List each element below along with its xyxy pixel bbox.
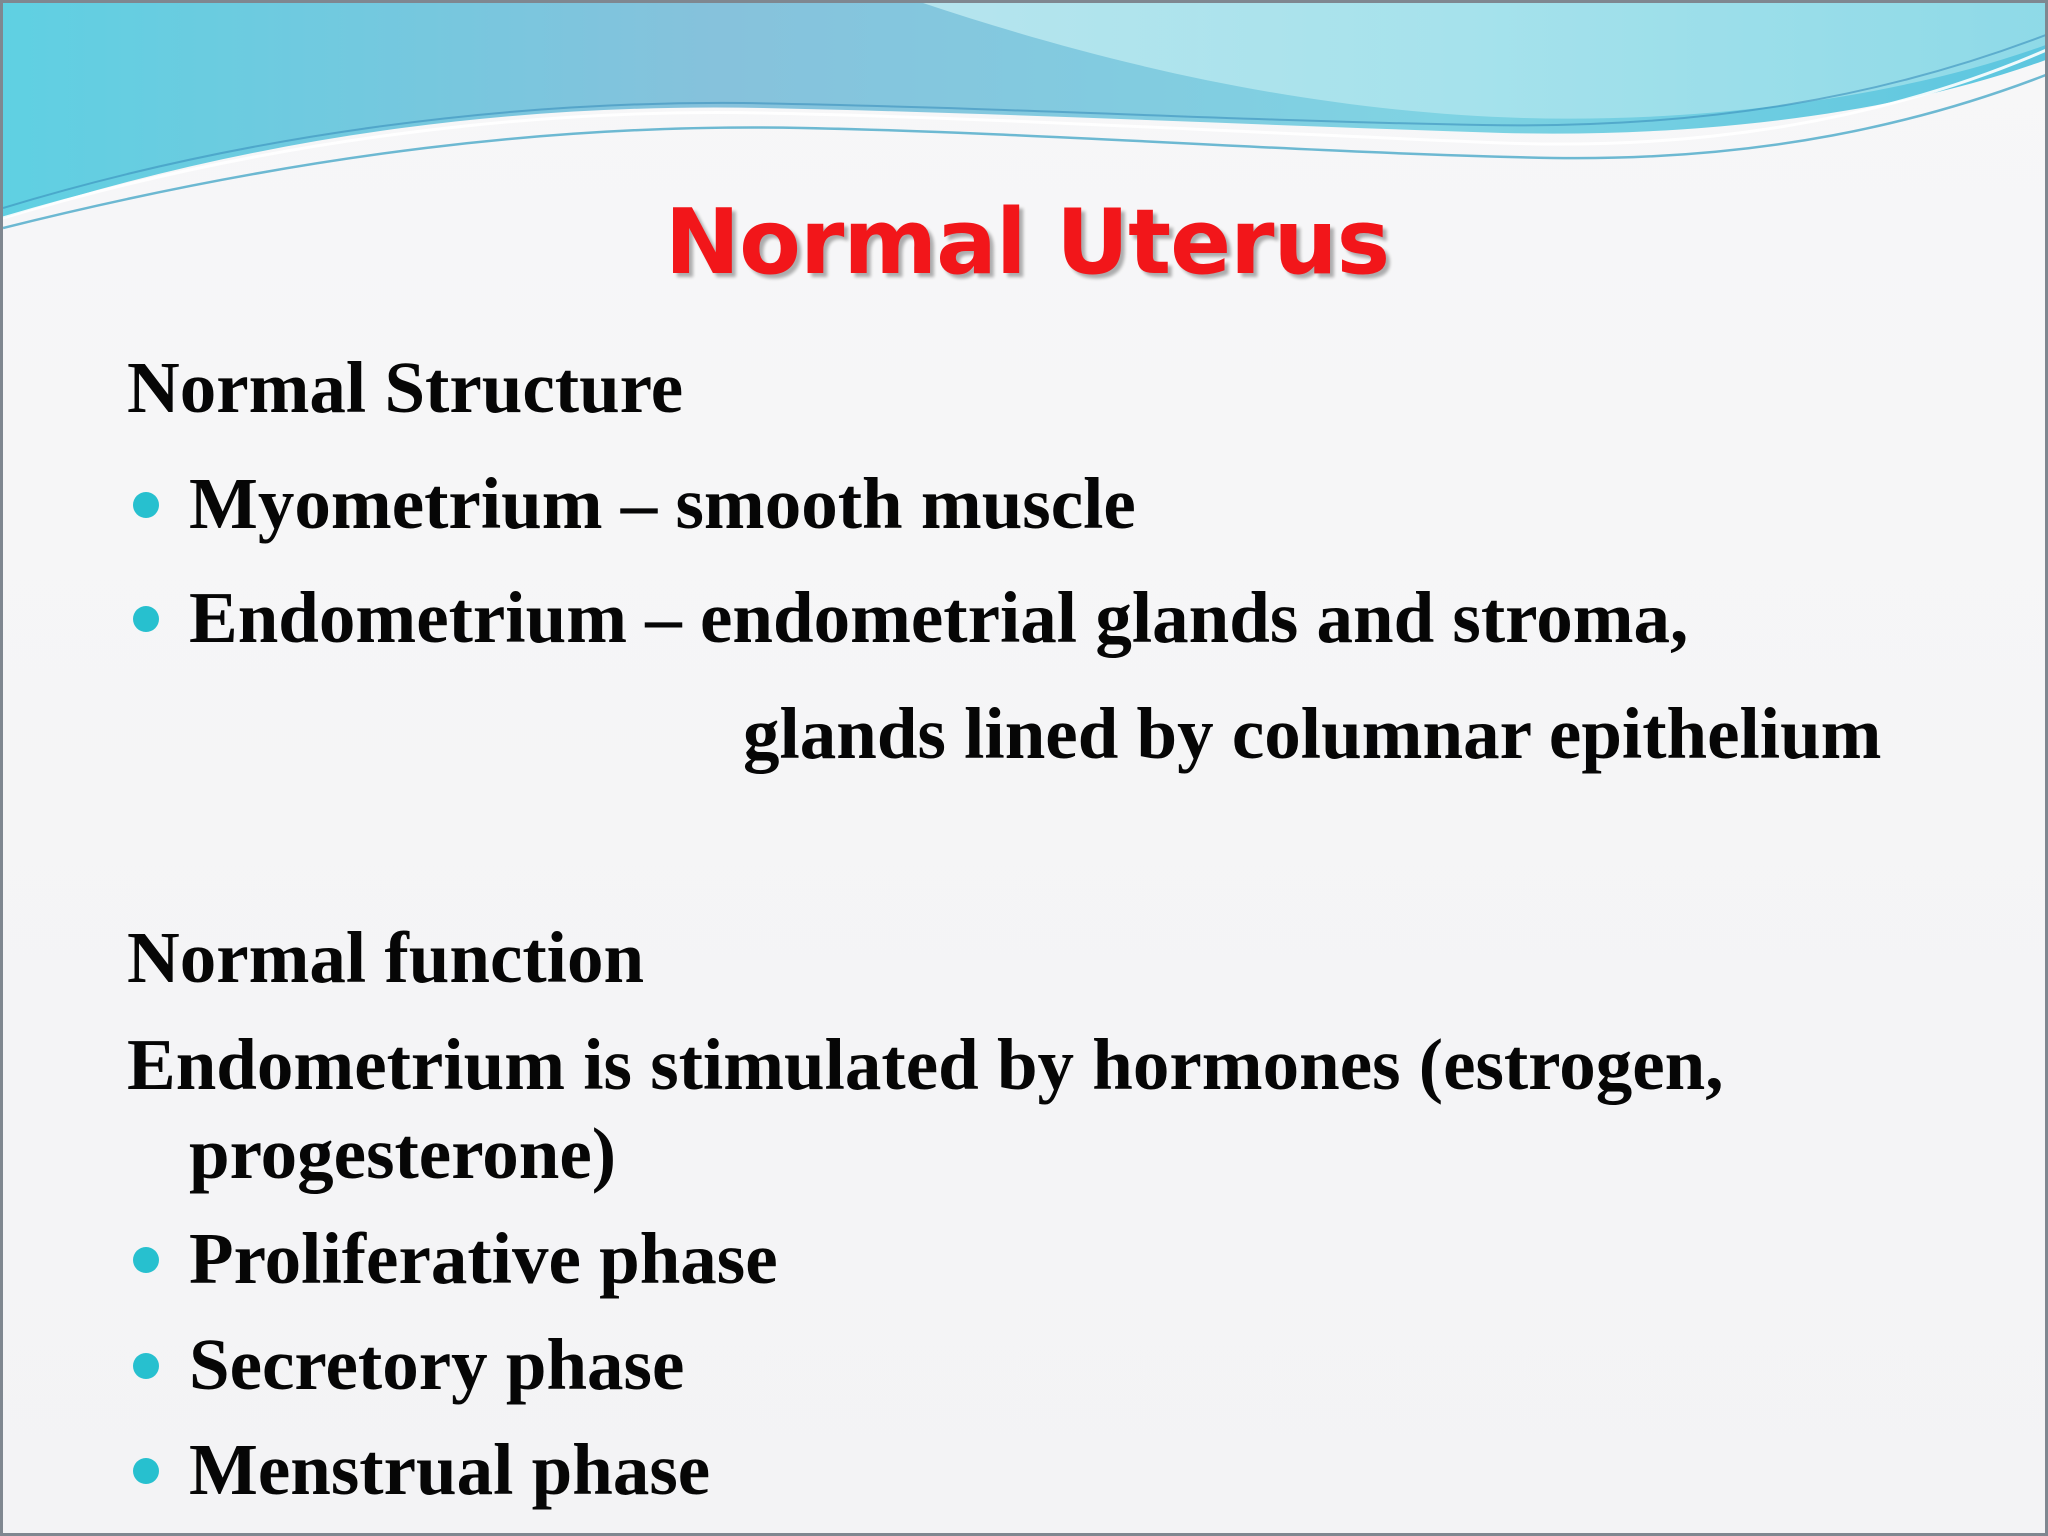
bullet-icon [133,1247,159,1273]
bullet-icon [133,606,159,632]
function-heading: Normal function [127,917,645,998]
slide-title: Normal Uterus [664,190,1390,295]
bullet-text: Proliferative phase [189,1218,778,1299]
bullet-icon [133,1458,159,1484]
bullet-text: Secretory phase [189,1324,685,1405]
bullet-text: Menstrual phase [189,1429,711,1510]
bullet-icon [133,492,159,518]
function-paragraph-line2: progesterone) [189,1113,617,1194]
bullet-icon [133,1353,159,1379]
function-paragraph-line1: Endometrium is stimulated by hormones (estrogen, [127,1024,1724,1105]
bullet-text: Myometrium – smooth muscle [189,463,1136,544]
structure-heading: Normal Structure [127,347,684,428]
endometrium-continuation: glands lined by columnar epithelium [743,693,1882,774]
bullet-text: Endometrium – endometrial glands and stroma, [189,577,1689,658]
